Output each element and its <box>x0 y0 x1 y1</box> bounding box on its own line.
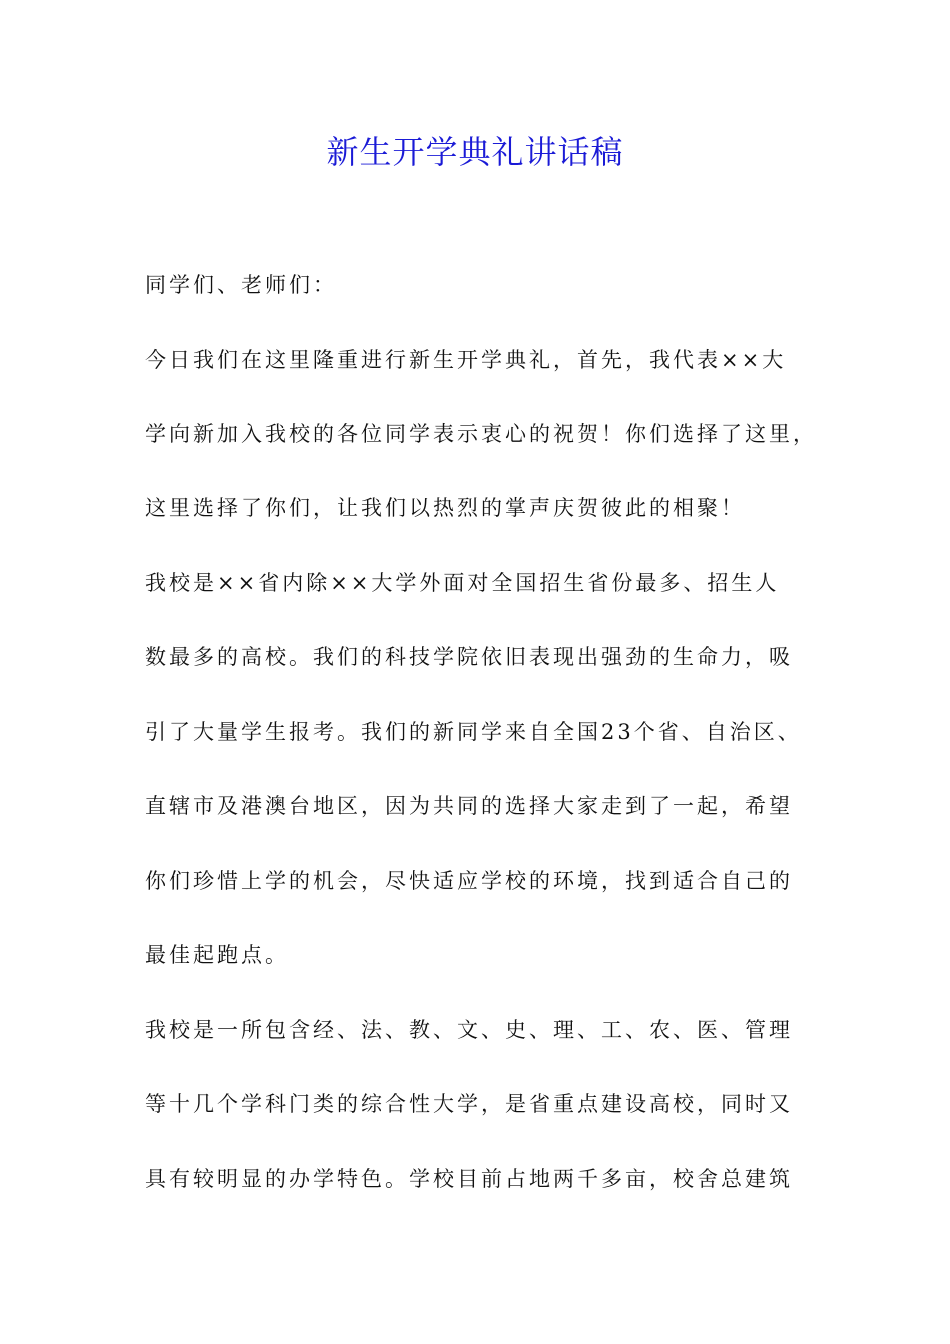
text-line: 具有较明显的办学特色。学校目前占地两千多亩，校舍总建筑 <box>145 1167 793 1191</box>
text-line: 这里选择了你们，让我们以热烈的掌声庆贺彼此的相聚！ <box>145 496 745 520</box>
text-line: 同学们、老师们： <box>145 273 337 297</box>
text-line: 直辖市及港澳台地区，因为共同的选择大家走到了一起，希望 <box>145 794 793 818</box>
text-line: 数最多的高校。我们的科技学院依旧表现出强劲的生命力，吸 <box>145 645 793 669</box>
text-line: 引了大量学生报考。我们的新同学来自全国23个省、自治区、 <box>145 720 802 744</box>
text-line: 最佳起跑点。 <box>145 943 289 967</box>
document-title: 新生开学典礼讲话稿 <box>326 133 624 171</box>
text-line: 我校是一所包含经、法、教、文、史、理、工、农、医、管理 <box>145 1018 793 1042</box>
text-line: 你们珍惜上学的机会，尽快适应学校的环境，找到适合自己的 <box>145 869 793 893</box>
text-line: 我校是××省内除××大学外面对全国招生省份最多、招生人 <box>145 571 780 595</box>
text-line: 今日我们在这里隆重进行新生开学典礼，首先，我代表××大 <box>145 348 787 372</box>
text-line: 等十几个学科门类的综合性大学，是省重点建设高校，同时又 <box>145 1092 793 1116</box>
text-line: 学向新加入我校的各位同学表示衷心的祝贺！你们选择了这里， <box>145 422 817 446</box>
